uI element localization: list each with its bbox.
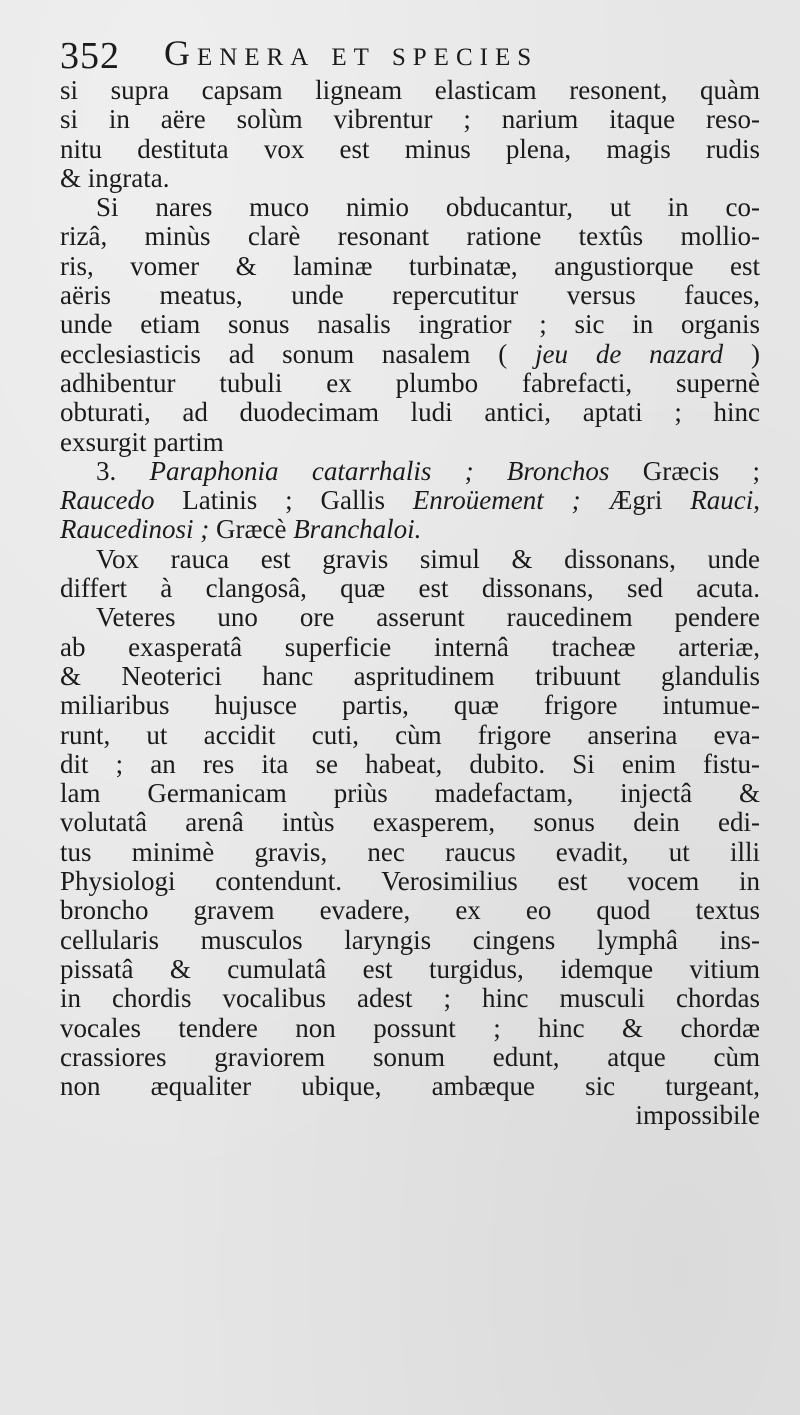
text-line: Vox rauca est gravis simul & dissonans, unde [96, 543, 760, 574]
text-segment: 3. [96, 455, 150, 486]
text-line: broncho gravem evadere, ex eo quod textus [60, 895, 760, 926]
text-line: volutatâ arenâ intùs exasperem, sonus dein edi- [60, 807, 760, 838]
text-line: unde etiam sonus nasalis ingratior ; sic in organis [60, 309, 760, 340]
text-line: lam Germanicam priùs madefactam, injectâ & [60, 778, 760, 809]
text-line: Physiologi contendunt. Verosimilius est vocem in [60, 866, 760, 897]
italic-text: Paraphonia catarrhalis ; Bronchos [149, 455, 610, 486]
text-line: & Neoterici hanc aspritudinem tribuunt glandulis [60, 660, 760, 691]
text-line: pissatâ & cumulatâ est turgidus, idemque vitium [60, 953, 760, 984]
page-header [60, 30, 760, 78]
text-line: vocales tendere non possunt ; hinc & chordæ [60, 1012, 760, 1043]
text-line [60, 457, 760, 486]
page-number: 352 [60, 35, 120, 77]
text-line: non æqualiter ubique, ambæque sic turgeant, [60, 1071, 760, 1102]
text-line [60, 340, 760, 369]
text-line: in chordis vocalibus adest ; hinc musculi chordas [60, 983, 760, 1014]
text-segment: Latinis ; Gallis [154, 485, 413, 516]
text-segment: Græcè [209, 514, 294, 545]
text-line: ris, vomer & laminæ turbinatæ, angustiorque est [60, 250, 760, 281]
text-line: differt à clangosâ, quæ est dissonans, sed acuta. [60, 573, 760, 604]
text-line: cellularis musculos laryngis cingens lymphâ ins- [60, 924, 760, 955]
italic-text: Enroüement ; [412, 485, 581, 516]
text-line: si in aëre solùm vibrentur ; narium itaque reso- [60, 104, 760, 135]
italic-text: Raucedinosi ; [60, 514, 210, 545]
text-line: miliaribus hujusce partis, quæ frigore intumue- [60, 690, 760, 721]
body-text [60, 76, 760, 1131]
italic-text: Rauci [690, 485, 754, 516]
running-title: Genera et species [164, 33, 539, 73]
text-line: runt, ut accidit cuti, cùm frigore anserina eva- [60, 719, 760, 750]
italic-text: Branchaloi. [293, 514, 422, 545]
italic-text: Raucedo [60, 485, 155, 516]
text-segment: ecclesiasticis ad sonum nasalem ( [60, 338, 536, 369]
text-segment: , [753, 485, 760, 516]
text-segment: Ægri [580, 485, 691, 516]
text-line [60, 486, 760, 515]
text-line: nitu destituta vox est minus plena, magis rudis [60, 133, 760, 164]
text-segment: Græcis ; [609, 455, 760, 486]
text-line: adhibentur tubuli ex plumbo fabrefacti, supernè [60, 367, 760, 398]
text-line: exsurgit partim [60, 426, 224, 457]
text-line: obturati, ad duodecimam ludi antici, aptati ; hinc [60, 397, 760, 428]
text-line: si supra capsam ligneam elasticam resonent, quàm [60, 75, 760, 105]
text-line: rizâ, minùs clarè resonant ratione textûs mollio- [60, 221, 760, 252]
text-line: aëris meatus, unde repercutitur versus fauces, [60, 280, 760, 311]
text-line: crassiores graviorem sonum edunt, atque cùm [60, 1041, 760, 1072]
text-line: impossibile [635, 1100, 760, 1131]
text-line [60, 515, 760, 544]
text-line: & ingrata. [60, 162, 170, 193]
text-line: tus minimè gravis, nec raucus evadit, ut illi [60, 836, 760, 867]
text-line: ab exasperatâ superficie internâ tracheæ arteriæ, [60, 631, 760, 662]
text-segment: ) [723, 338, 760, 369]
text-line: Si nares muco nimio obducantur, ut in co- [96, 192, 760, 223]
italic-text: jeu de nazard [535, 338, 724, 369]
text-line: dit ; an res ita se habeat, dubito. Si enim fistu- [60, 748, 760, 779]
text-line: Veteres uno ore asserunt raucedinem pendere [96, 602, 760, 633]
